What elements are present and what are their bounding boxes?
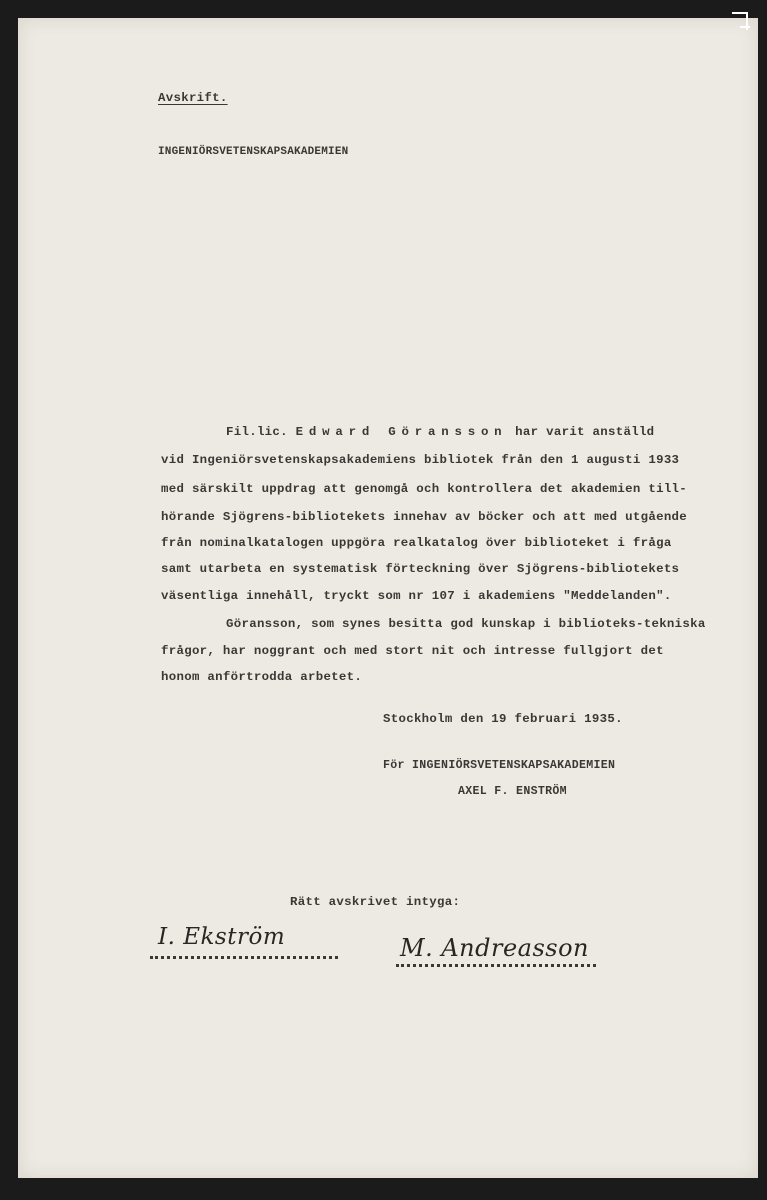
certification-line: Rätt avskrivet intyga:	[290, 895, 461, 909]
for-organization-line: För INGENIÖRSVETENSKAPSAKADEMIEN	[383, 759, 616, 772]
signature-dotted-line	[150, 956, 338, 959]
date-line: Stockholm den 19 februari 1935.	[383, 712, 623, 726]
body-line: samt utarbeta en systematisk förteckning över Sjögrens-bibliotekets	[161, 562, 680, 576]
body-line: vid Ingeniörsvetenskapsakademiens bibliotek från den 1 augusti 1933	[161, 453, 680, 467]
body-first-line	[226, 425, 654, 439]
body-line: med särskilt uppdrag att genomgå och kontrollera det akademien till-	[161, 482, 688, 496]
person-name: Edward Göransson	[295, 425, 508, 439]
body-line: hörande Sjögrens-bibliotekets innehav av böcker och att med utgående	[161, 510, 688, 524]
body-line: Göransson, som synes besitta god kunskap i biblioteks-tekniska	[226, 617, 706, 631]
signature-ekstrom: I. Ekström	[158, 924, 286, 950]
corner-mark	[740, 26, 750, 28]
title-text: Fil.lic.	[226, 425, 288, 439]
signature-dotted-line	[396, 964, 596, 967]
body-line: väsentliga innehåll, tryckt som nr 107 i akademiens "Meddelanden".	[161, 589, 672, 603]
body-text: har varit anställd	[515, 425, 655, 439]
signature-andreasson: M. Andreasson	[400, 934, 590, 962]
signatory-name: AXEL F. ENSTRÖM	[458, 785, 567, 798]
body-line: frågor, har noggrant och med stort nit och intresse fullgjort det	[161, 644, 664, 658]
body-line: honom anförtrodda arbetet.	[161, 670, 363, 684]
document-heading: Avskrift.	[158, 91, 228, 105]
organization-name: INGENIÖRSVETENSKAPSAKADEMIEN	[158, 146, 349, 158]
body-line: från nominalkatalogen uppgöra realkatalog över biblioteket i fråga	[161, 536, 672, 550]
